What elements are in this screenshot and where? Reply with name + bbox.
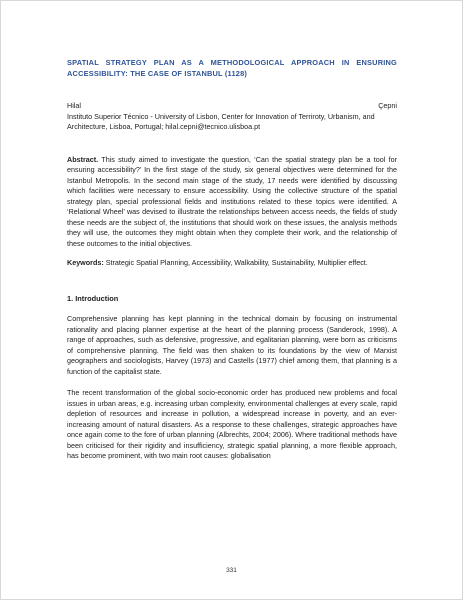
paper-title: SPATIAL STRATEGY PLAN AS A METHODOLOGICAL APPROACH IN ENSURING ACCESSIBILITY: THE CASE OF ISTANBUL (1128) [67,58,397,78]
keywords-label: Keywords: [67,258,104,267]
intro-paragraph-1: Comprehensive planning has kept planning in the technical domain by focusing on instrumental rationality and placing planner expertise at the heart of the planning process (Sanderock, 1998). A range of approaches, such as defensive, progressive, and egalitarian planning, were born as criticisms of comprehensive planning. The field was then shaken to its foundations by the view of Marxist geographers and sociologists, Harvey (1973) and Castells (1977) chief among them, that planning is a function of the capitalist state. [67,314,397,376]
author-line [67,101,397,112]
section-heading-introduction: 1. Introduction [67,293,119,303]
page-content [67,57,397,462]
abstract-label: Abstract. [67,154,99,164]
abstract-text: This study aimed to investigate the question, ‘Can the spatial strategy plan be a tool for ensuring accessibility?’ In the first stage of the study, six general objectives were determined for the Istanbul Metropolis. In the second main stage of the study, 17 needs were identified by discussing which facilities were necessary to ensure accessibility. Using the collective structure of the spatial strategy plan, special professional fields and institutions related to these topics were identified. A ‘Relational Wheel’ was devised to illustrate the relationships between access needs, the fields of study these needs are the subject of, the institutions that should work on these issues, the analysis methods they will use, the outcomes they might obtain when they complete their work, and the relationship of these outcomes to the initial objectives. [67,154,397,248]
page-number: 331 [226,567,237,574]
author-first-name: Hilal [67,101,81,110]
intro-paragraph-2: The recent transformation of the global socio-economic order has produced new problems and focal issues in urban areas, e.g. increasing urban complexity, environmental challenges at every scale, rapid depletion of resources and increase in pollution, a widespread increase in poverty, and an ever-increasing amount of natural disasters. As a response to these challenges, strategic approaches have once again come to the fore of urban planning (Albrechts, 2004; 2006). Where traditional methods have been criticised for their rigidity and insufficiency, strategic spatial planning, a more flexible approach, has become prominent, with two main root causes: globalisation [67,388,397,460]
author-affiliation: Instituto Superior Técnico - University of Lisbon, Center for Innovation of Terriroty, Urbanism, and Architecture, Lisboa, Portugal; hilal.cepni@tecnico.ulisboa.pt [67,111,375,131]
keywords-paragraph [67,258,397,269]
author-last-name: Çepni [378,101,397,110]
keywords-text: Strategic Spatial Planning, Accessibility, Walkability, Sustainability, Multiplier effect. [103,258,368,267]
abstract-paragraph [67,155,397,250]
